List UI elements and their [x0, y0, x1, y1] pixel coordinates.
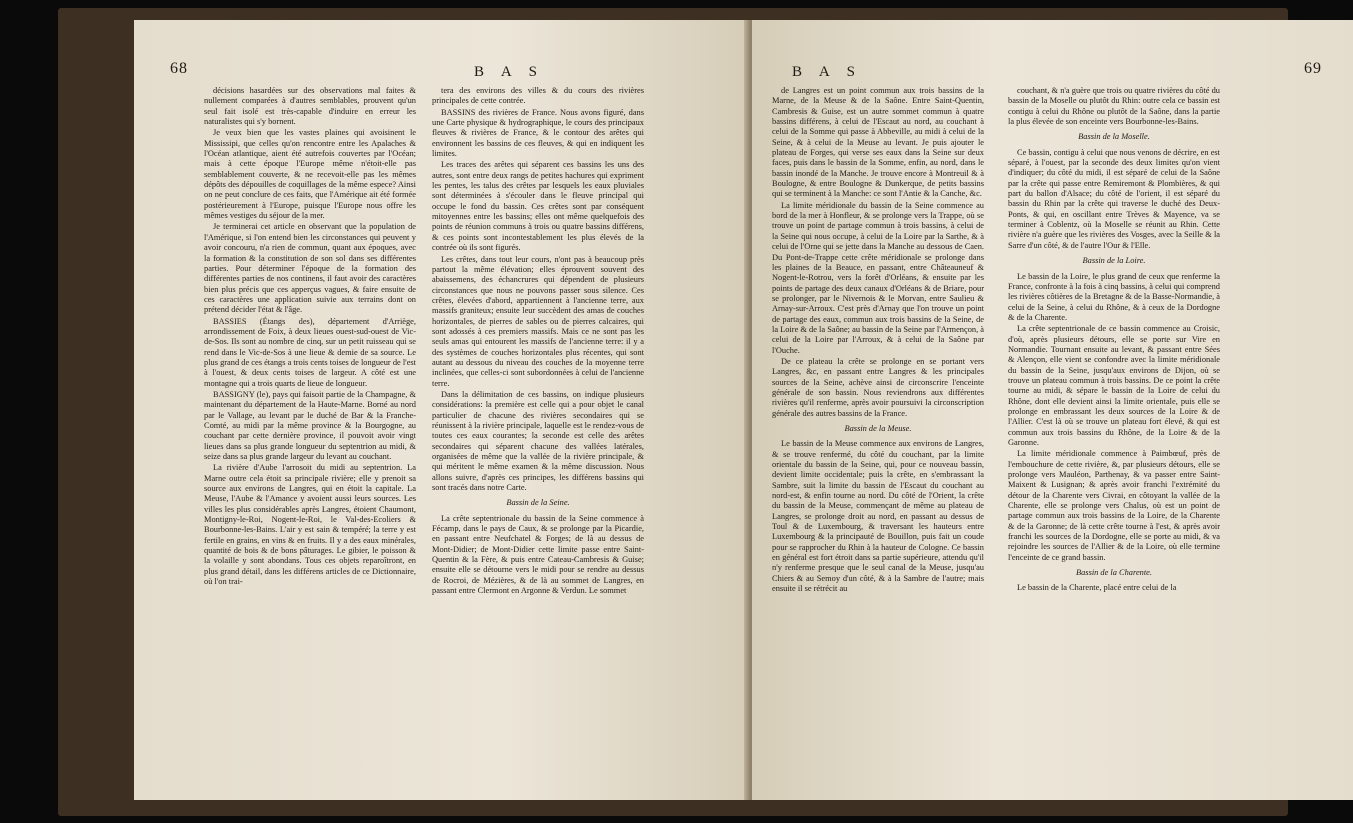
paragraph: Dans la délimitation de ces bassins, on indique plusieurs considérations: la première est celle qui a pour objet le canal particulier de chacune des rivières secondaires qui se réunissent à la rivière principale, laquelle est le rendez-vous de toutes ces eaux courantes; la seconde est celle des arêtes secondaires qui séparent chacune des vallées latérales, organisées de même que la vallée de la rivière principale, & qui méritent le même examen & la même discussion. Nous allons suivre, d'après ces principes, les différens bassins qui sont tracés dans notre Carte.	[432, 389, 644, 493]
section-heading: Bassin de la Moselle.	[1078, 132, 1150, 142]
section-heading: Bassin de la Loire.	[1082, 256, 1146, 266]
paragraph: Je terminerai cet article en observant que la population de l'Amérique, si l'on entend bien les circonstances qui peuvent y avoir concouru, n'a rien de commun, quant aux époques, avec la formation & la constitution de son sol dans ses différentes parties. Pour déterminer l'époque de la formation des différentes parties de nos continens, il faut avoir des caractères bien plus précis que ces apperçus vagues, & faire ensuite de ces caractères une application suivie aux terrains dont on prétend décider l'état & l'âge.	[204, 222, 416, 315]
paragraph: Les crêtes, dans tout leur cours, n'ont pas à beaucoup près partout la même élévation; elles éprouvent souvent des abaissemens, des échancrures qui dépendent de plusieurs circonstances que nous ne pouvons passer sous silence. Ces crêtes, élevées d'abord, appartiennent à l'ancienne terre, aux massifs graniteux; ensuite leur succèdent des amas de couches horizontales, de pierres de sables ou de pierres calcaires, qui sont adossés à ces premiers massifs. Mais ce ne sont pas les seuls amas qui entourent les massifs de l'ancienne terre: il y a des systèmes de couches horizontales plus récentes, qui sont autant au dessous du niveau des couches de la moyenne terre inclinées, que celles-ci sont subordonnées à celui de l'ancienne terre.	[432, 254, 644, 388]
paragraph: La rivière d'Aube l'arrosoit du midi au septentrion. La Marne outre cela étoit sa principale rivière; elle y prenoit sa source aux environs de Langres, qui en étoit la capitale. La Meuse, l'Aube & l'Amance y avoient aussi leurs sources. Les villes les plus considérables après Langres, étoient Chaumont, Montigny-le-Roi, Nogent-le-Roi, le Val-des-Ecoliers & Bourbonne-les-Bains. L'air y est sain & tempéré; la terre y est fertile en grains, en vins & en fruits. Il y a des eaux minérales, quantité de bois & de bons pâturages. Le gibier, le poisson & la volaille y sont abondans. Tous ces objets reparoîtront, en plus grand détail, dans les différens articles de ce Dictionnaire, où l'on trai-	[204, 463, 416, 587]
paragraph: BASSINS des rivières de France. Nous avons figuré, dans une Carte physique & hydrographique, le cours des principaux fleuves & rivières de France, & le contour des arêtes qui environnent les bassins de ces fleuves, & qui en indiquent les limites.	[432, 107, 644, 159]
section-heading: Bassin de la Meuse.	[844, 424, 912, 433]
left-page-number: 68	[170, 60, 188, 77]
paragraph: La limite méridionale du bassin de la Seine commence au bord de la mer à Honfleur, & se prolonge vers la Trappe, où se trouve un point de partage commun à trois bassins, à celui de la Seine qui nous occupe, à celui de la Loire par la Sarthe, & à celui de l'Orne qui se jette dans la Manche au dessous de Caen. Du Pont-de-Trappe cette crête méridionale se prolonge dans les plaines de la Beauce, en passant, entre Châteauneuf & Nogent-le-Rotrou, vers la forêt d'Orléans, & ensuite par les points de partage des deux canaux d'Orléans & de Briare, pour se prolonger, par le Nivernois & le Morvan, entre Saulieu & Arnay-sur-Arroux. C'est près d'Arnay que l'on trouve un point de partage des eaux, commun aux trois bassins de la Seine, de la Loire & de la Saône; au bassin de la Seine par l'Armençon, à celui de la Loire par l'Arroux, & à celui de la Saône par l'Ouche.	[772, 200, 984, 355]
section-heading: Bassin de la Seine.	[506, 498, 570, 508]
paragraph: Le bassin de la Loire, le plus grand de ceux que renferme la France, confronte à la fois à cinq bassins, à celui qui comprend les rivières côtières de la Bretagne & de la Basse-Normandie, à celui de la Seine, à celui du Rhône, & à ceux de la Dordogne & de la Charente.	[1008, 271, 1220, 322]
left-running-head: B A S	[474, 64, 545, 80]
right-page-number: 69	[1304, 60, 1322, 77]
right-page	[752, 20, 1353, 800]
section-heading: Bassin de la Charente.	[1076, 568, 1152, 578]
right-column-2	[1008, 86, 1220, 786]
paragraph: de Langres est un point commun aux trois bassins de la Marne, de la Meuse & de la Saône. Entre Saint-Quentin, Cambresis & Guise, est un autre sommet commun à quatre bassins différens, à celui de l'Escaut au nord, au couchant à celui de la Somme qui passe à Abbeville, au midi à celui de la Seine, & à celui de la Meuse au levant. Je puis ajouter le plateau de Forges, qui verse ses eaux dans la Seine sur deux faces, puis dans le bassin de la Somme, enfin, au nord, dans le bassin inondé de la Manche. Je trouve encore à Montreuil & à Boulogne, & entre Boulogne & Dunkerque, de petits bassins qui se terminent à la Manche: ce sont l'Antie & la Canche, &c.	[772, 86, 984, 199]
paragraph: Le bassin de la Meuse commence aux environs de Langres, & se trouve renfermé, du côté du couchant, par la limite orientale du bassin de la Seine, qui, pour ce nouveau bassin, devient limite occidentale; puis la crête, en s'embrassant la Sambre, suit la limite du bassin de l'Escaut du couchant au nord-est, & enfin tourne au nord. Du côté de l'Orient, la crête du bassin de la Meuse, commençant de même au plateau de Langres, se prolonge droit au nord, en passant au dessus de Toul & de Luxembourg, & traversant les hauteurs entre Luxembourg & la principauté de Bouillon, puis fait un coude pour se rapprocher du Rhin à la hauteur de Cologne. Ce bassin en général est fort étroit dans sa partie supérieure, attendu qu'il n'y renferme presque que le seul canal de la Meuse, jusqu'au Chiers & au Semoy d'un côté, & à la Sambre de l'autre; mais ensuite il se rétrécit au	[772, 439, 984, 594]
paragraph: couchant, & n'a guère que trois ou quatre rivières du côté du bassin de la Moselle ou plutôt du Rhin: outre cela ce bassin est contigu à celui du Rhône ou plutôt de la Saône, dans la partie la plus élevée de son enceinte vers Bourbonne-les-Bains.	[1008, 86, 1220, 127]
paragraph: décisions hasardées sur des observations mal faites & nullement comparées à d'autres semblables, prouvent qu'un seul fait isolé est très-capable d'induire en erreur les naturalistes qui s'y bornent.	[204, 86, 416, 127]
paragraph: La crête septentrionale de ce bassin commence au Croisic, d'où, après plusieurs détours, elle se porte sur Vire en Normandie. Tournant ensuite au levant, & passant entre Sées & Alençon, elle vient se confondre avec la limite méridionale du bassin de la Seine, jusqu'aux environs de Dijon, où se trouve un plateau commun à trois bassins. De ce point la crête tourne au midi, & sépare le bassin de la Loire de celui du Rhône, dont elle devient ainsi la limite orientale, puis elle se prolonge en embrassant les deux sources de la Loire & de l'Allier. C'est là où se trouve un plateau fort élevé, & qui est commun aux trois bassins du Rhône, de la Loire & de la Garonne.	[1008, 324, 1220, 447]
paragraph: BASSIGNY (le), pays qui faisoit partie de la Champagne, & maintenant du département de la Haute-Marne. Borné au nord par le Vallage, au levant par le duché de Bar & la Franche-Comté, au midi par la même province & la Bourgogne, au couchant par cette dernière province, il pouvoit avoir vingt lieues dans sa plus grande longueur du septentrion au midi, & seize dans sa plus grande largeur du levant au couchant.	[204, 389, 416, 462]
paragraph: Je veux bien que les vastes plaines qui avoisinent le Mississipi, que celles qu'on rencontre entre les Apalaches & l'Océan atlantique, aient été autrefois couvertes par l'Océan; mais à cette époque l'Europe même n'étoit-elle pas semblablement couverte, & ne recevoit-elle pas les mêmes dépôts des dépouilles de coquillages de la même espece? Ainsi on ne peut conclure de ces faits, que l'Amérique ait été formée postérieurement à l'Europe, puisque l'Europe nous offre les mêmes vestiges du séjour de la mer.	[204, 128, 416, 221]
paragraph: Ce bassin, contigu à celui que nous venons de décrire, en est séparé, à l'ouest, par la seconde des deux limites qu'on vient d'indiquer; du côté du midi, il est séparé de celui de la Saône par la crête qui passe entre Remiremont & Plombières, & qui part du ballon d'Alsace; du côté de l'orient, il est séparé du bassin du Rhin par la crête qui traverse le duché des Deux-Ponts, & qui, en oscillant entre Trèves & Mayence, va se terminer à Coblentz, où la Moselle se réunit au Rhin. Cette rivière n'a guère que les rivières des Vosges, avec la Seille & la Sarre d'un côté, & de l'autre l'Our & l'Elle.	[1008, 147, 1220, 250]
left-column-1	[204, 86, 416, 786]
paragraph: Le bassin de la Charente, placé entre celui de la	[1017, 583, 1177, 593]
left-column-2	[432, 86, 644, 786]
paragraph: De ce plateau la crête se prolonge en se portant vers Langres, &c, en passant entre Langres & les principales sources de la Seine, achève ainsi de circonscrire l'enceinte générale de son bassin. Nous reviendrons aux différentes rivières qu'il renferme, après avoir poursuivi la circonscription générale des autres bassins de la France.	[772, 356, 984, 418]
paragraph: BASSIES (Étangs des), département d'Arriège, arrondissement de Foix, à deux lieues ouest-sud-ouest de Vic-de-Sos. Ils sont au nombre de cinq, sur un petit ruisseau qui se rend dans le Vic-de-Sos à une lieue & demie de sa source. Le plus grand de ces étangs a trois cents toises de longueur de l'est à l'ouest, & deux cents toises de largeur. A côté est une montagne qui a trois quarts de lieue de longueur.	[204, 316, 416, 388]
left-page	[134, 20, 750, 800]
paragraph: La crête septentrionale du bassin de la Seine commence à Fécamp, dans le pays de Caux, & se prolonge par la Picardie, en passant entre Neufchatel & Forges; de là au dessus de Mont-Didier; de Mont-Didier cette limite passe entre Saint-Quentin & la Fère, & puis entre Cateau-Cambresis & Guise; ensuite elle se détourne vers le midi pour se rendre au dessus de Rocroi, de Mézières, & de là au sommet de Langres, en passant entre Clermont en Argonne & Verdun. Le sommet	[432, 513, 644, 596]
book-spread	[58, 8, 1322, 816]
paragraph: Les traces des arêtes qui séparent ces bassins les uns des autres, sont entre deux rangs de petites hachures qui expriment les pentes, les talus des crêtes par lesquels les eaux pluviales sont déterminées à s'écouler dans le fleuve principal qui occupe le fond du bassin. Ces crêtes sont par conséquent mitoyennes entre les bassins; elles ont même quelquefois des points de réunion communs à trois ou quatre bassins différens, & ces points sont incontestablement les plus élevés de la contrée où ils sont figurés.	[432, 160, 644, 253]
paragraph: tera des environs des villes & du cours des rivières principales de cette contrée.	[432, 86, 644, 106]
right-running-head: B A S	[792, 64, 863, 80]
right-column-1	[772, 86, 984, 786]
paragraph: La limite méridionale commence à Paimbœuf, près de l'embouchure de cette rivière, &, par plusieurs détours, elle se prolonge vers Mauléon, Parthenay, & va passer entre Saint-Maixent & Lusignan; & après avoir franchi l'extrémité du détour de la Charente vers Civrai, en côtoyant la vallée de la Charente, elle se prolonge vers Chalus, où est un point de partage commun aux trois bassins de la Loire, de la Charente & de la Garonne; de là cette crête tourne à l'est, & après avoir franchi les sources de la Dordogne, elle se porte au midi, & va rejoindre les sources de l'Allier & de la Loire, où elle termine l'enceinte de ce grand bassin.	[1008, 449, 1220, 562]
